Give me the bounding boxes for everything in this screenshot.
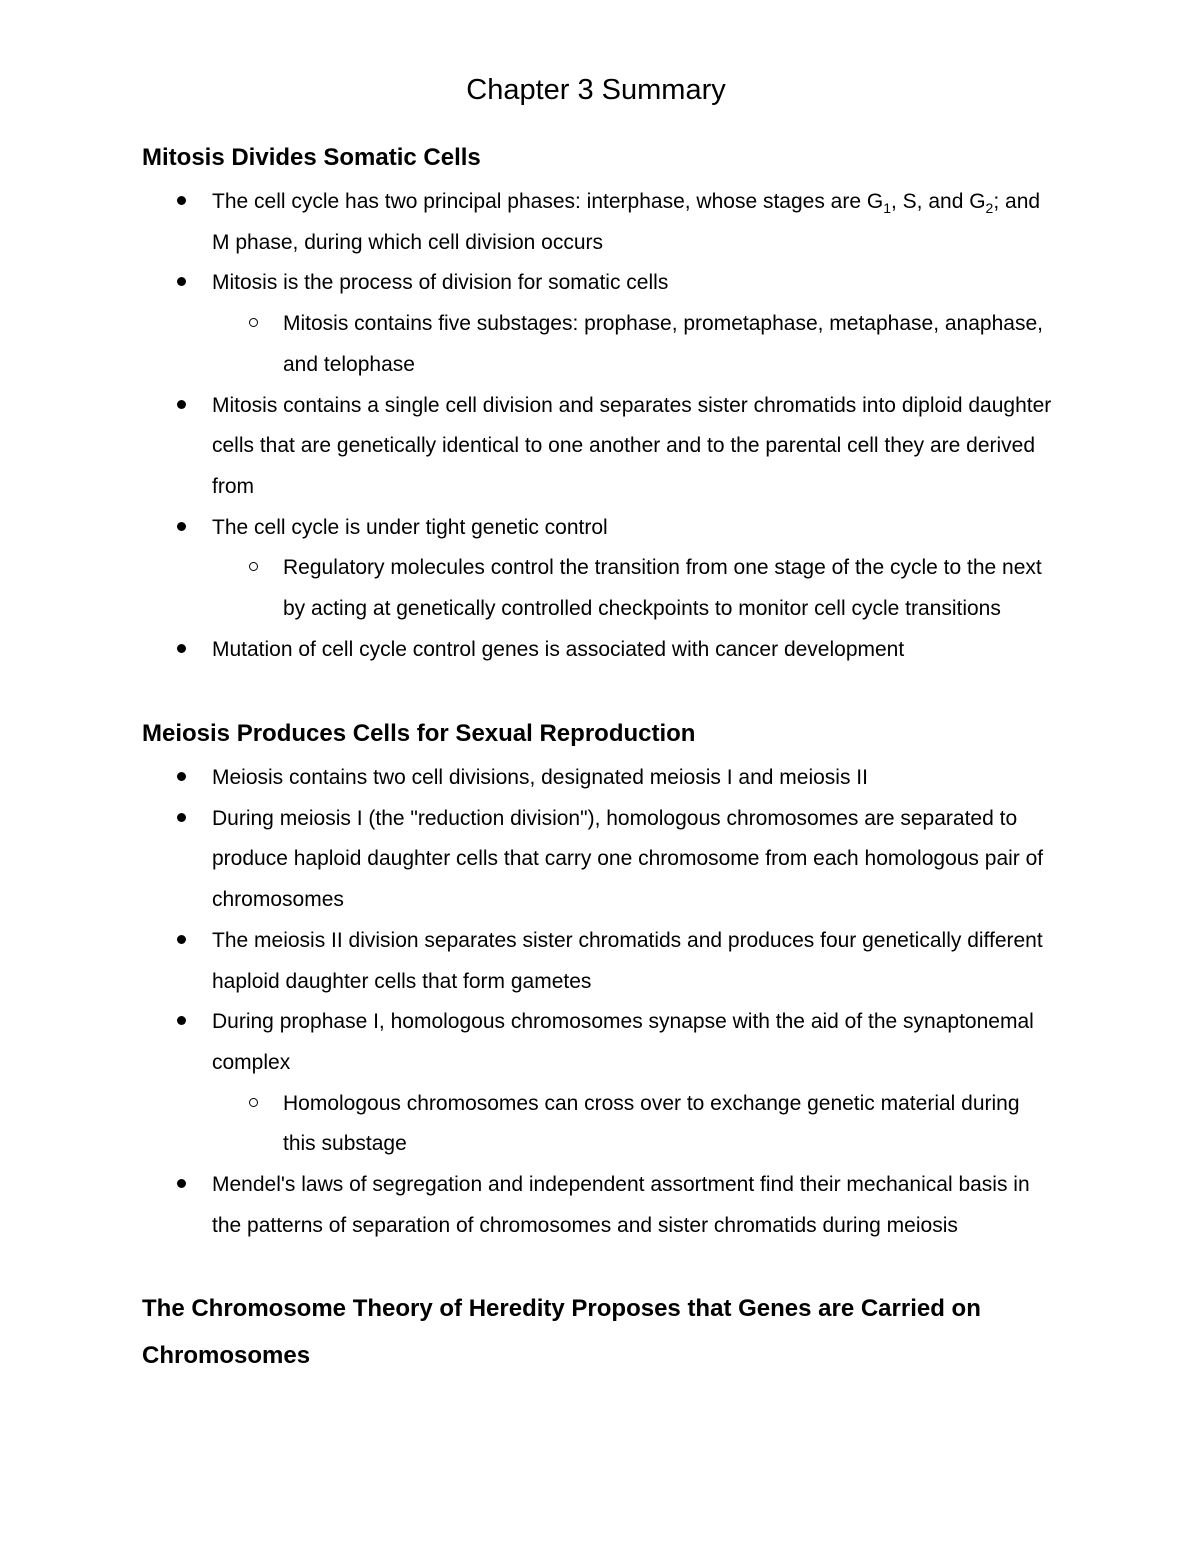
list-item: [0, 508, 1060, 549]
list-item: [0, 799, 1060, 921]
filled-bullet-icon: [177, 508, 186, 549]
list-item: [0, 386, 1060, 508]
filled-bullet-icon: [177, 263, 186, 304]
hollow-bullet-icon: [249, 304, 258, 345]
list-item-text: Meiosis contains two cell divisions, designated meiosis I and meiosis II: [212, 766, 868, 789]
list-item: [0, 1084, 1053, 1165]
page-title: Chapter 3 Summary: [466, 74, 726, 106]
list-item: [0, 630, 1060, 671]
filled-bullet-icon: [177, 921, 186, 962]
list-item-text: Mitosis contains a single cell division and separates sister chromatids into diploid daughter cells that are genetically identical to one another and to the parental cell they are derived from: [212, 393, 1052, 498]
list-item-text: The meiosis II division separates sister chromatids and produces four genetically different haploid daughter cells that form gametes: [212, 928, 1043, 993]
list-item-text: During prophase I, homologous chromosomes synapse with the aid of the synaptonemal complex: [212, 1010, 1034, 1074]
section-list-meiosis: [0, 758, 1200, 1246]
list-item-text: During meiosis I (the "reduction division"), homologous chromosomes are separated to produce haploid daughter cells that carry one chromosome from each homologous pair of chromosomes: [212, 806, 1044, 912]
section-heading-meiosis: Meiosis Produces Cells for Sexual Reproduction: [142, 720, 696, 747]
hollow-bullet-icon: [249, 1084, 258, 1125]
list-item-text: Homologous chromosomes can cross over to exchange genetic material during this substage: [283, 1091, 1020, 1156]
section-list-mitosis: [0, 182, 1200, 670]
list-item: [0, 1165, 1060, 1246]
list-item-text: Mutation of cell cycle control genes is associated with cancer development: [212, 637, 905, 661]
list-item-text: Mendel's laws of segregation and independent assortment find their mechanical basis in the patterns of separation of chromosomes and sister chromatids during meiosis: [212, 1173, 1030, 1237]
list-item: [0, 304, 1053, 385]
filled-bullet-icon: [177, 1165, 186, 1206]
section-heading-mitosis: Mitosis Divides Somatic Cells: [142, 144, 481, 171]
list-item-text: Regulatory molecules control the transition from one stage of the cycle to the next by acting at genetically controlled checkpoints to monitor cell cycle transitions: [283, 556, 1042, 621]
list-item-text: Mitosis contains five substages: prophase, prometaphase, metaphase, anaphase, and telophase: [283, 312, 1043, 376]
filled-bullet-icon: [177, 758, 186, 799]
list-item: [0, 263, 1060, 304]
list-item: [0, 921, 1060, 1002]
section-heading-chromosome-theory: The Chromosome Theory of Heredity Proposes that Genes are Carried on Chromosomes: [142, 1295, 981, 1369]
filled-bullet-icon: [177, 182, 186, 223]
list-item: [0, 182, 1060, 263]
list-item-text: Mitosis is the process of division for somatic cells: [212, 271, 669, 295]
hollow-bullet-icon: [249, 548, 258, 589]
filled-bullet-icon: [177, 1002, 186, 1043]
list-item-text: The cell cycle has two principal phases: interphase, whose stages are $G_1$, S, and $G_2$; and M phase, during which cell division occurs: [212, 190, 1041, 254]
list-item: [0, 758, 1060, 799]
filled-bullet-icon: [177, 799, 186, 840]
list-item: [0, 548, 1053, 629]
filled-bullet-icon: [177, 630, 186, 671]
list-item-text: The cell cycle is under tight genetic control: [212, 515, 608, 539]
filled-bullet-icon: [177, 386, 186, 427]
list-item: [0, 1002, 1060, 1083]
